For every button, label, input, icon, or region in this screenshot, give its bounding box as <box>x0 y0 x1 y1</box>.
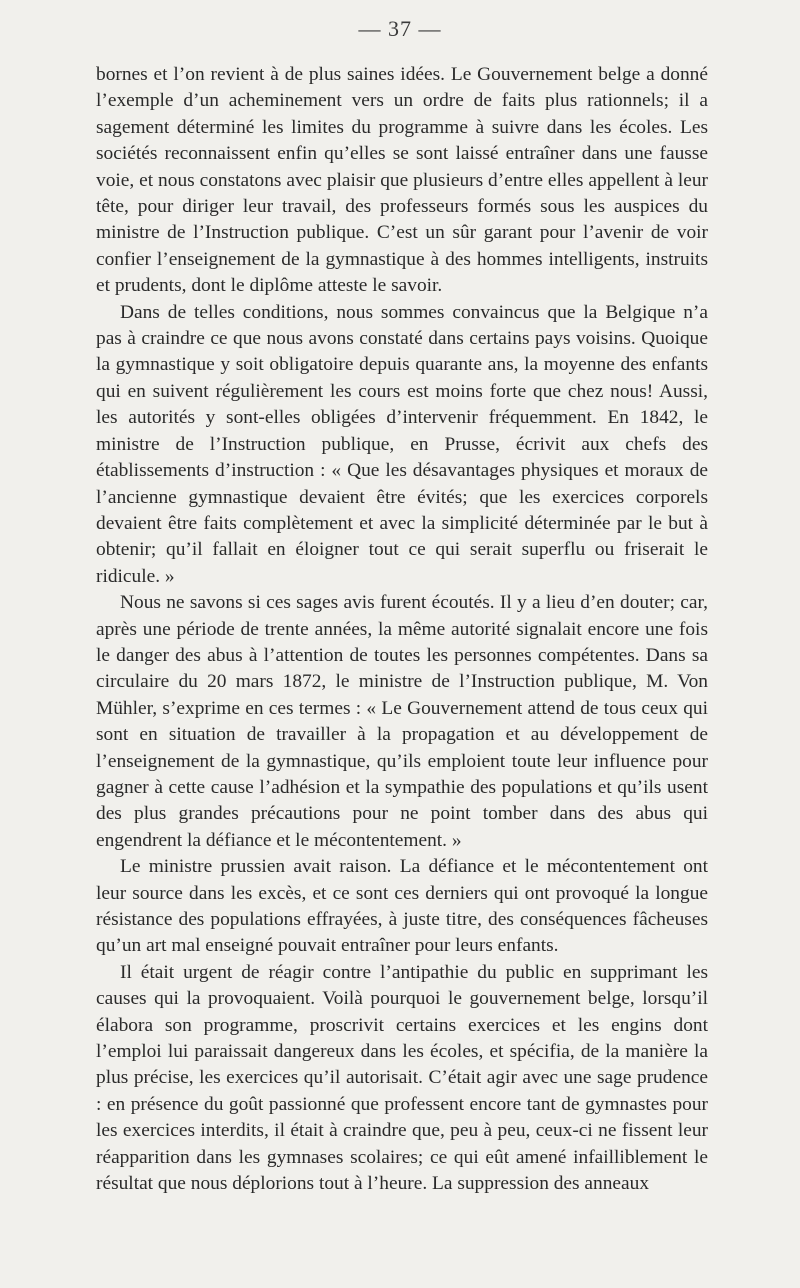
paragraph-1: bornes et l’on revient à de plus saines idées. Le Gouvernement belge a donné l’exemple d’un acheminement vers un ordre de faits plus rationnels; il a sagement déterminé les limites du programme à suivre dans les écoles. Les sociétés reconnaissent enfin qu’elles se sont laissé entraîner dans une fausse voie, et nous constatons avec plaisir que plusieurs d’entre elles appellent à leur tête, pour diriger leur travail, des professeurs formés sous les auspices du ministre de l’Instruction publique. C’est un sûr garant pour l’avenir de voir confier l’enseignement de la gymnastique à des hommes intelligents, instruits et prudents, dont le diplôme atteste le savoir. <box>96 64 708 297</box>
paragraph-5: Il était urgent de réagir contre l’antipathie du public en supprimant les causes qui la provoquaient. Voilà pourquoi le gouvernement belge, lorsqu’il élabora son programme, proscrivit certains exercices et les engins dont l’emploi lui paraissait dangereux dans les écoles, et spécifia, de la manière la plus précise, les exercices qu’il autorisait. C’était agir avec une sage prudence : en présence du goût passionné que professent encore tant de gymnastes pour les exercices interdits, il était à craindre que, peu à peu, ceux-ci ne fissent leur réapparition dans les gymnases scolaires; ce qui eût amené infailliblement le résultat que nous déplorions tout à l’heure. La suppression des anneaux <box>96 961 708 1195</box>
paragraph-2: Dans de telles conditions, nous sommes convaincus que la Belgique n’a pas à craindre ce que nous avons constaté dans certains pays voisins. Quoique la gymnastique y soit obligatoire depuis quarante ans, la moyenne des enfants qui en suivent régulièrement les cours est moins forte que chez nous! Aussi, les autorités y sont-elles obligées d’intervenir fréquemment. En 1842, le ministre de l’Instruction publique, en Prusse, écrivit aux chefs des établissements d’instruction : « Que les désavantages physiques et moraux de l’ancienne gymnastique devaient être évités; que les exercices corporels devaient être faits complètement et avec la simplicité déterminée par le but à obtenir; qu’il fallait en éloigner tout ce qui serait superflu ou friserait le ridicule. » <box>96 301 708 587</box>
paragraph-4: Le ministre prussien avait raison. La défiance et le mécontentement ont leur source dans les excès, et ce sont ces derniers qui ont provoqué la longue résistance des populations effrayées, à juste titre, des conséquences fâcheuses qu’un art mal enseigné pouvait entraîner pour leurs enfants. <box>96 856 708 957</box>
paragraph-3: Nous ne savons si ces sages avis furent écoutés. Il y a lieu d’en douter; car, après une période de trente années, la même autorité signalait encore une fois le danger des abus à l’attention de toutes les personnes compétentes. Dans sa circulaire du 20 mars 1872, le ministre de l’Instruction publique, M. Von Mühler, s’exprime en ces termes : « Le Gouvernement attend de tous ceux qui sont en situation de travailler à la propagation et au développement de l’enseignement de la gymnastique, qu’ils emploient toute leur influence pour gagner à cette cause l’adhésion et la sympathie des populations et qu’ils usent des plus grandes précautions pour ne point tomber dans des abus qui engendrent la défiance et le mécontentement. » <box>96 592 708 851</box>
body-text <box>96 62 708 1197</box>
page-number: — 37 — <box>358 16 442 41</box>
